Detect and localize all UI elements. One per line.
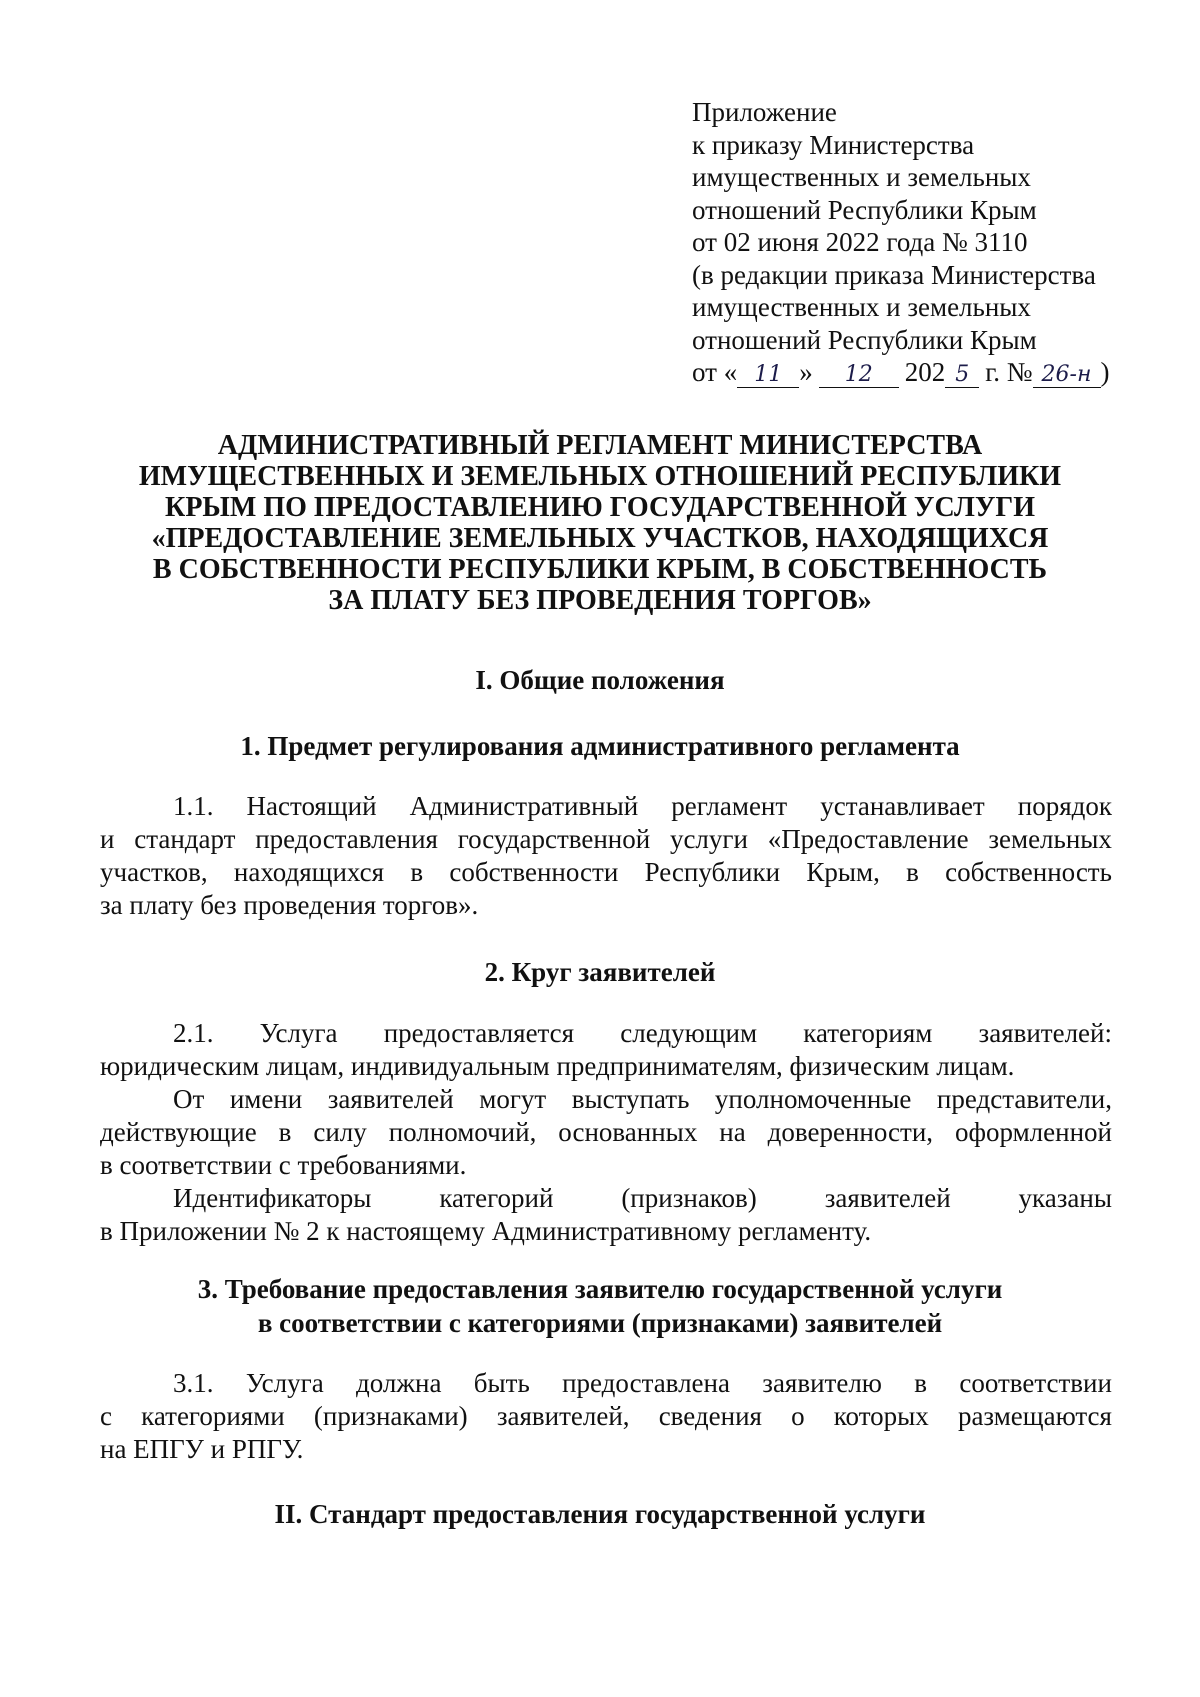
paragraph-line: в Приложении № 2 к настоящему Административному регламенту. <box>100 1216 872 1246</box>
word: земельных <box>988 824 1112 854</box>
word: представители, <box>936 1084 1112 1114</box>
word: полномочий, <box>388 1117 537 1147</box>
word: имени <box>229 1084 303 1114</box>
paragraph-line: за плату без проведения торгов». <box>100 890 479 920</box>
word: выступать <box>571 1084 690 1114</box>
word: Административный <box>409 791 639 821</box>
justified-line <box>100 790 1112 823</box>
word: порядок <box>1017 791 1112 821</box>
word: действующие <box>100 1117 257 1147</box>
paragraph <box>100 790 1112 922</box>
justified-line <box>100 856 1112 889</box>
word: быть <box>473 1368 530 1398</box>
word: устанавливает <box>820 791 985 821</box>
appendix-line: имущественных и земельных <box>692 292 1031 322</box>
word: категориям <box>803 1018 933 1048</box>
word: (признаками) <box>313 1401 468 1431</box>
word: в <box>278 1117 292 1147</box>
word: регламент <box>671 791 788 821</box>
appendix-line: к приказу Министерства <box>692 129 975 160</box>
appendix-line: имущественных и земельных <box>692 162 1031 192</box>
word: Республики <box>644 857 781 887</box>
subsection-heading <box>100 1272 1100 1340</box>
word: собственность <box>945 857 1112 887</box>
title-line: ИМУЩЕСТВЕННЫХ И ЗЕМЕЛЬНЫХ ОТНОШЕНИЙ РЕСПУБЛИКИ <box>138 461 1062 492</box>
word: указаны <box>1018 1183 1112 1213</box>
word: на <box>719 1117 746 1147</box>
number-label: г. № <box>985 357 1033 387</box>
word: силу <box>313 1117 367 1147</box>
word: в <box>914 1368 928 1398</box>
word: основанных <box>558 1117 698 1147</box>
paragraph <box>100 1367 1112 1466</box>
subsection-heading: 1. Предмет регулирования административного регламента <box>240 731 960 761</box>
appendix-line: отношений Республики Крым <box>692 324 1037 355</box>
word: оформленной <box>954 1117 1112 1147</box>
handwritten-year-digit: 5 <box>945 363 979 388</box>
word: От <box>173 1084 205 1114</box>
word: в <box>410 857 424 887</box>
justified-line <box>100 1400 1112 1433</box>
word: «Предоставление <box>767 824 969 854</box>
word: могут <box>479 1084 547 1114</box>
word: которых <box>833 1401 929 1431</box>
word: услуги <box>669 824 748 854</box>
title-line: «ПРЕДОСТАВЛЕНИЕ ЗЕМЕЛЬНЫХ УЧАСТКОВ, НАХОДЯЩИХСЯ <box>151 523 1049 554</box>
word: стандарт <box>134 824 236 854</box>
title-line: В СОБСТВЕННОСТИ РЕСПУБЛИКИ КРЫМ, В СОБСТВЕННОСТЬ <box>152 554 1048 585</box>
justified-line <box>100 1083 1112 1116</box>
word: предоставления <box>255 824 438 854</box>
word: доверенности, <box>767 1117 934 1147</box>
date-prefix: от « <box>692 357 738 387</box>
title-line: ЗА ПЛАТУ БЕЗ ПРОВЕДЕНИЯ ТОРГОВ» <box>328 585 872 616</box>
word: 3.1. <box>173 1368 214 1398</box>
word: с <box>100 1401 112 1431</box>
title-line: КРЫМ ПО ПРЕДОСТАВЛЕНИЮ ГОСУДАРСТВЕННОЙ УСЛУГИ <box>165 492 1035 523</box>
handwritten-month: 12 <box>819 363 899 388</box>
word: о <box>791 1401 805 1431</box>
appendix-line: отношений Республики Крым <box>692 194 1037 225</box>
word: категорий <box>439 1183 554 1213</box>
appendix-line: от 02 июня 2022 года № 3110 <box>692 227 1028 257</box>
word: заявителей: <box>978 1018 1112 1048</box>
justified-line <box>100 1182 1112 1215</box>
word: и <box>100 824 115 854</box>
year-prefix: 202 <box>904 357 946 387</box>
appendix-date-line <box>692 356 1162 389</box>
word: соответствии <box>959 1368 1112 1398</box>
justified-line <box>100 823 1112 856</box>
word: заявителей, <box>496 1401 630 1431</box>
word: должна <box>356 1368 442 1398</box>
word: следующим <box>620 1018 758 1048</box>
handwritten-day: 11 <box>737 363 799 388</box>
justified-line <box>100 1367 1112 1400</box>
word: заявителей <box>824 1183 951 1213</box>
word: 2.1. <box>173 1018 214 1048</box>
word: Идентификаторы <box>173 1183 372 1213</box>
paragraph <box>100 1017 1112 1248</box>
word: уполномоченные <box>714 1084 912 1114</box>
word: 1.1. <box>173 791 214 821</box>
word: находящихся <box>233 857 385 887</box>
word: Услуга <box>245 1368 324 1398</box>
section-heading: I. Общие положения <box>475 665 725 695</box>
title-line: АДМИНИСТРАТИВНЫЙ РЕГЛАМЕНТ МИНИСТЕРСТВА <box>217 430 983 461</box>
subsection-heading: 2. Круг заявителей <box>484 957 716 987</box>
paragraph-line: на ЕПГУ и РПГУ. <box>100 1434 304 1464</box>
word: заявителю <box>762 1368 882 1398</box>
appendix-block <box>692 96 1162 389</box>
word: сведения <box>658 1401 762 1431</box>
handwritten-number: 26-н <box>1033 363 1101 388</box>
justified-line <box>100 1017 1112 1050</box>
justified-line <box>100 1116 1112 1149</box>
word: собственности <box>449 857 619 887</box>
heading-line: 3. Требование предоставления заявителю государственной услуги <box>197 1274 1003 1304</box>
word: Настоящий <box>246 791 377 821</box>
word: категориями <box>141 1401 285 1431</box>
section-heading: II. Стандарт предоставления государственной услуги <box>274 1499 926 1529</box>
date-quote-close: » <box>799 357 813 387</box>
word: (признаков) <box>621 1183 757 1213</box>
appendix-line: Приложение <box>692 97 837 127</box>
word: предоставляется <box>383 1018 575 1048</box>
appendix-line: (в редакции приказа Министерства <box>692 259 1096 290</box>
word: размещаются <box>957 1401 1112 1431</box>
word: участков, <box>100 857 208 887</box>
word: Крым, <box>806 857 880 887</box>
paragraph-line: в соответствии с требованиями. <box>100 1150 467 1180</box>
word: Услуга <box>259 1018 338 1048</box>
word: государственной <box>457 824 651 854</box>
date-suffix: ) <box>1100 357 1110 387</box>
word: предоставлена <box>562 1368 730 1398</box>
document-title <box>100 430 1100 616</box>
heading-line: в соответствии с категориями (признаками) заявителей <box>257 1308 943 1338</box>
word: в <box>906 857 919 887</box>
word: заявителей <box>327 1084 454 1114</box>
paragraph-line: юридическим лицам, индивидуальным предпринимателям, физическим лицам. <box>100 1051 1015 1081</box>
